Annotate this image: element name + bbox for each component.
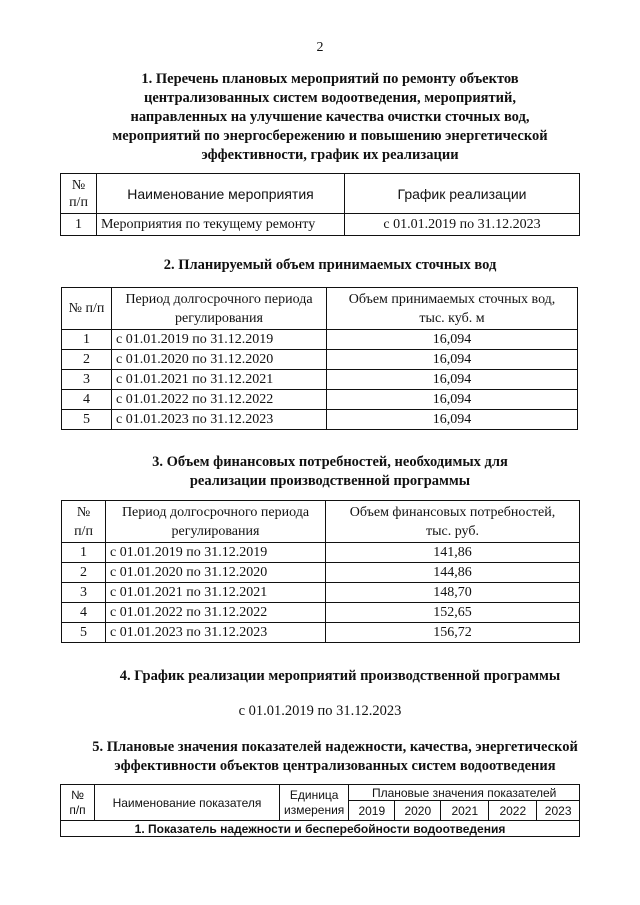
header-text: тыс. куб. м <box>419 310 485 326</box>
cell-period: с 01.01.2019 по 31.12.2019 <box>112 330 327 350</box>
cell-num: 2 <box>62 350 112 370</box>
header-text: Объем принимаемых сточных вод, <box>348 291 556 307</box>
table-row <box>62 543 580 563</box>
cell-num: 4 <box>62 390 112 410</box>
col-fin-header <box>326 501 580 543</box>
cell-num: 3 <box>62 370 112 390</box>
header-text: п/п <box>69 802 86 817</box>
section3-title <box>60 453 600 491</box>
table-subheading-row <box>61 821 580 837</box>
cell-num: 5 <box>62 410 112 430</box>
section3-title-line: 3. Объем финансовых потребностей, необходимых для <box>152 454 508 470</box>
section5-title-line: эффективности объектов централизованных систем водоотведения <box>114 758 556 774</box>
table-row <box>62 330 578 350</box>
table-row <box>62 623 580 643</box>
section5-title <box>40 738 630 776</box>
section4-period: с 01.01.2019 по 31.12.2023 <box>238 703 402 719</box>
col-name-header: Наименование мероприятия <box>97 174 345 214</box>
cell-value: 16,094 <box>327 330 578 350</box>
col-num-header <box>61 174 97 214</box>
cell-period: с 01.01.2021 по 31.12.2021 <box>112 370 327 390</box>
table-header-row <box>62 288 578 330</box>
cell-num: 3 <box>62 583 106 603</box>
year-header: 2020 <box>395 801 441 821</box>
col-num-header <box>62 501 106 543</box>
header-text: измерения <box>284 802 345 817</box>
table-row <box>62 370 578 390</box>
section3-table <box>61 500 580 643</box>
col-schedule-header: График реализации <box>345 174 580 214</box>
section1-table <box>60 173 580 236</box>
table-header-row <box>61 785 580 801</box>
cell-num: 1 <box>61 214 97 236</box>
cell-period: с 01.01.2020 по 31.12.2020 <box>112 350 327 370</box>
header-text: п/п <box>74 523 93 539</box>
cell-period: с 01.01.2022 по 31.12.2022 <box>106 603 326 623</box>
col-unit-header <box>280 785 349 821</box>
header-text: № <box>76 504 91 520</box>
table-row <box>62 350 578 370</box>
cell-num: 5 <box>62 623 106 643</box>
cell-period: с 01.01.2021 по 31.12.2021 <box>106 583 326 603</box>
cell-period: с 01.01.2022 по 31.12.2022 <box>112 390 327 410</box>
header-text: п/п <box>69 194 88 210</box>
cell-num: 1 <box>62 543 106 563</box>
header-text: регулирования <box>171 523 260 539</box>
table-header-row <box>62 501 580 543</box>
section1-title <box>60 70 600 165</box>
cell-period: с 01.01.2023 по 31.12.2023 <box>106 623 326 643</box>
col-num-header: № п/п <box>62 288 112 330</box>
section1-title-line: направленных на улучшение качества очистки сточных вод, <box>130 109 530 125</box>
cell-period: с 01.01.2019 по 31.12.2019 <box>106 543 326 563</box>
cell-num: 4 <box>62 603 106 623</box>
cell-name: Мероприятия по текущему ремонту <box>97 214 345 236</box>
page-number: 2 <box>316 40 324 55</box>
cell-value: 148,70 <box>326 583 580 603</box>
table-row <box>62 390 578 410</box>
header-text: тыс. руб. <box>426 523 479 539</box>
section1-title-line: мероприятий по энергосбережению и повышению энергетической <box>112 128 548 144</box>
section3-title-line: реализации производственной программы <box>189 473 471 489</box>
table-row <box>62 410 578 430</box>
year-header: 2021 <box>441 801 489 821</box>
subheading-cell: 1. Показатель надежности и бесперебойности водоотведения <box>61 821 580 837</box>
cell-value: 16,094 <box>327 370 578 390</box>
section5-table <box>60 784 580 837</box>
cell-value: 16,094 <box>327 350 578 370</box>
table-row <box>61 214 580 236</box>
header-text: Период долгосрочного периода <box>121 504 310 520</box>
col-num-header <box>61 785 95 821</box>
cell-num: 2 <box>62 563 106 583</box>
cell-value: 144,86 <box>326 563 580 583</box>
table-row <box>62 583 580 603</box>
section2-title: 2. Планируемый объем принимаемых сточных вод <box>163 257 497 273</box>
section1-title-line: 1. Перечень плановых мероприятий по ремонту объектов <box>141 71 519 87</box>
section4-title: 4. График реализации мероприятий производственной программы <box>119 668 561 684</box>
cell-period: с 01.01.2023 по 31.12.2023 <box>112 410 327 430</box>
table-row <box>62 563 580 583</box>
cell-schedule: с 01.01.2019 по 31.12.2023 <box>345 214 580 236</box>
header-text: № <box>71 177 86 193</box>
col-name-header: Наименование показателя <box>95 785 280 821</box>
header-text: регулирования <box>175 310 263 326</box>
col-period-header <box>106 501 326 543</box>
col-volume-header <box>327 288 578 330</box>
year-header: 2019 <box>349 801 395 821</box>
cell-value: 152,65 <box>326 603 580 623</box>
table-row <box>62 603 580 623</box>
header-text: Объем финансовых потребностей, <box>349 504 556 520</box>
cell-value: 156,72 <box>326 623 580 643</box>
section1-title-line: централизованных систем водоотведения, мероприятий, <box>144 90 516 106</box>
cell-num: 1 <box>62 330 112 350</box>
section2-table <box>61 287 578 430</box>
section1-title-line: эффективности, график их реализации <box>201 147 459 163</box>
section5-title-line: 5. Плановые значения показателей надежности, качества, энергетической <box>92 739 578 755</box>
cell-period: с 01.01.2020 по 31.12.2020 <box>106 563 326 583</box>
header-text: Единица <box>289 787 339 802</box>
col-period-header <box>112 288 327 330</box>
header-text: Период долгосрочного периода <box>125 291 313 307</box>
year-header: 2022 <box>489 801 537 821</box>
header-text: № <box>71 787 84 802</box>
cell-value: 16,094 <box>327 410 578 430</box>
cell-value: 16,094 <box>327 390 578 410</box>
cell-value: 141,86 <box>326 543 580 563</box>
year-header: 2023 <box>537 801 580 821</box>
col-plan-header: Плановые значения показателей <box>349 785 580 801</box>
table-header-row <box>61 174 580 214</box>
